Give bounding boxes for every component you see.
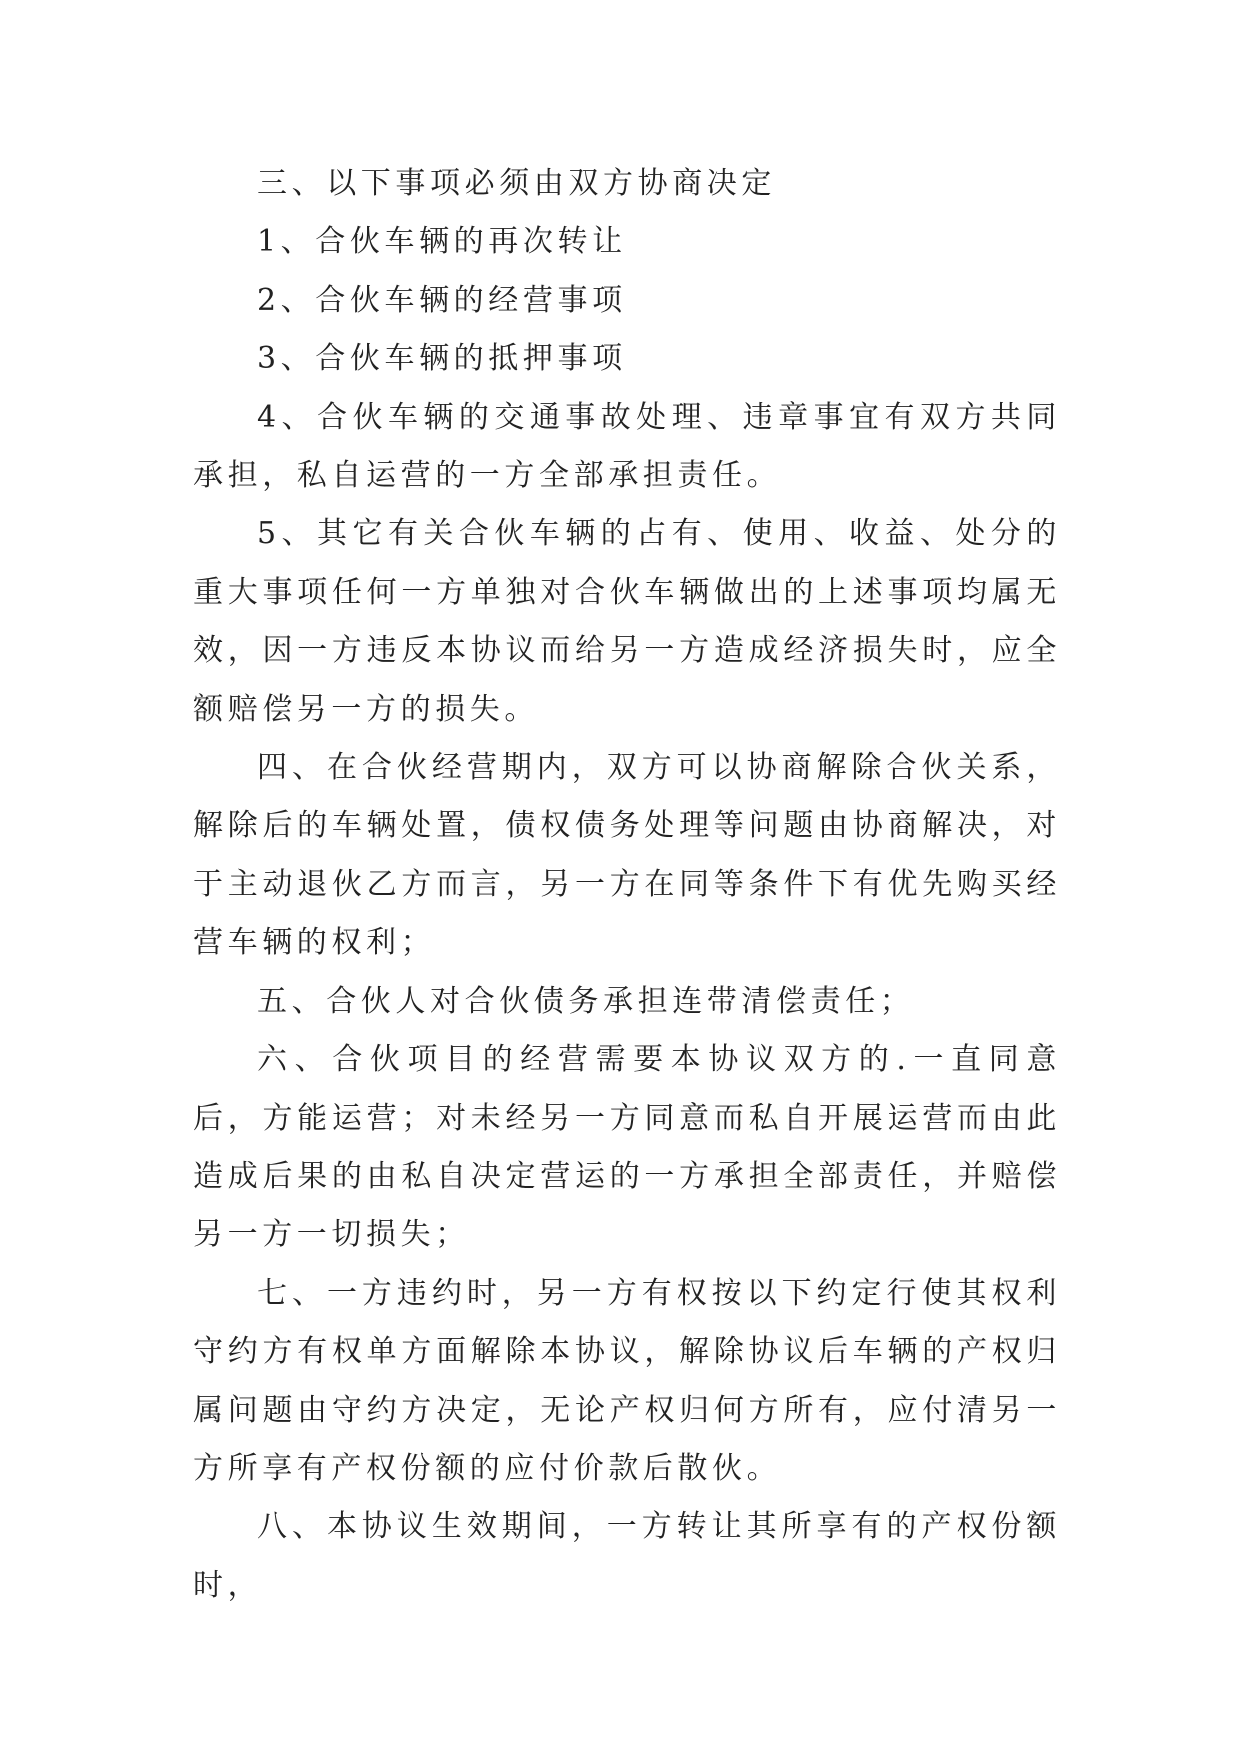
clause-item-3: 3、合伙车辆的抵押事项	[257, 341, 627, 377]
clause-three-heading: 三、以下事项必须由双方协商决定	[257, 166, 776, 201]
clause-item-4: 4、合伙车辆的交通事故处理、违章事宜有双方共同承担，私自运营的一方全部承担责任。	[193, 399, 1061, 494]
document-body	[193, 155, 1061, 1615]
clause-four: 四、在合伙经营期内，双方可以协商解除合伙关系，解除后的车辆处置，债权债务处理等问题由协商解决，对于主动退伙乙方而言，另一方在同等条件下有优先购买经营车辆的权利；	[193, 750, 1061, 961]
clause-five: 五、合伙人对合伙债务承担连带清偿责任；	[257, 983, 915, 1019]
clause-six: 六、合伙项目的经营需要本协议双方的.一直同意后，方能运营；对未经另一方同意而私自开展运营而由此造成后果的由私自决定营运的一方承担全部责任，并赔偿另一方一切损失；	[193, 1042, 1061, 1253]
clause-seven: 七、一方违约时，另一方有权按以下约定行使其权利守约方有权单方面解除本协议，解除协议后车辆的产权归属问题由守约方决定，无论产权归何方所有，应付清另一方所享有产权份额的应付价款后散伙。	[193, 1275, 1061, 1486]
clause-item-1: 1、合伙车辆的再次转让	[257, 224, 627, 260]
clause-item-2: 2、合伙车辆的经营事项	[257, 282, 627, 318]
clause-item-5: 5、其它有关合伙车辆的占有、使用、收益、处分的重大事项任何一方单独对合伙车辆做出的上述事项均属无效，因一方违反本协议而给另一方造成经济损失时，应全额赔偿另一方的损失。	[193, 516, 1061, 727]
clause-eight: 八、本协议生效期间，一方转让其所享有的产权份额时，	[193, 1509, 1061, 1603]
